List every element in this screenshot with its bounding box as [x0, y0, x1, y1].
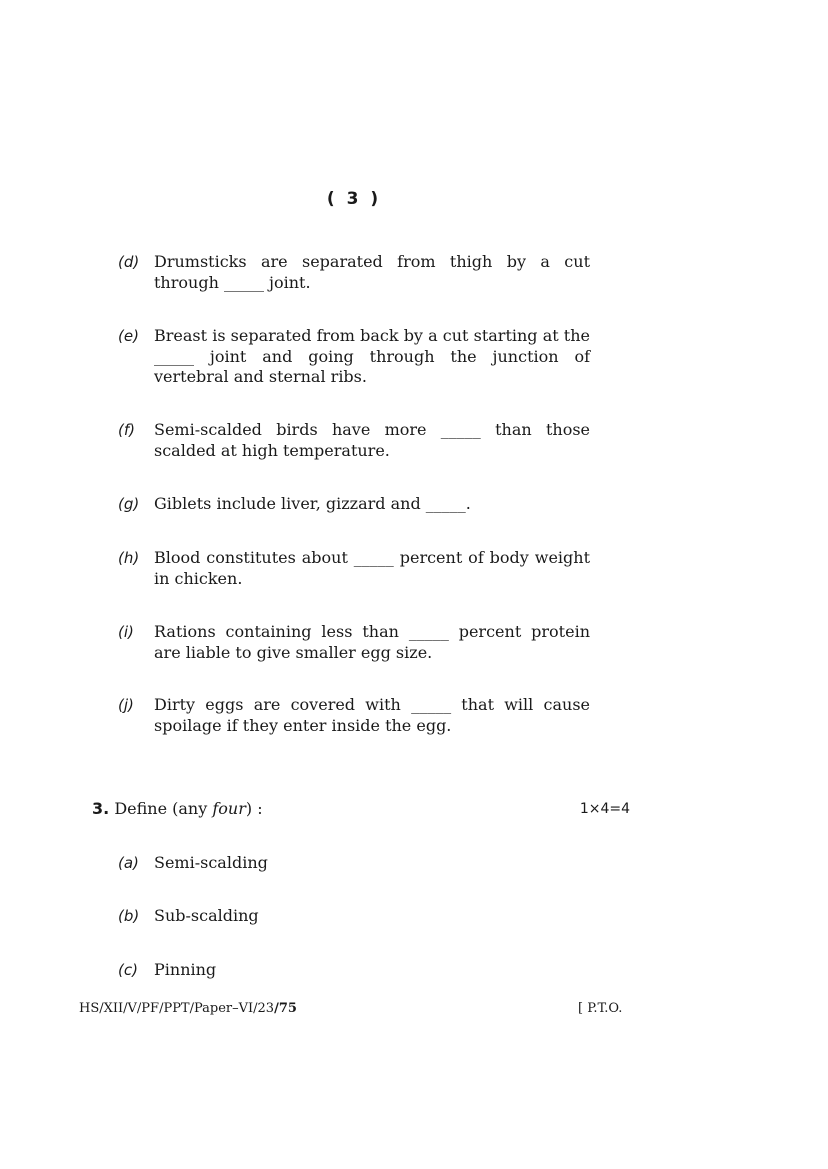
item-text: Rations containing less than _____ percent protein are liable to give smaller egg size. [154, 622, 590, 662]
list-item [118, 906, 590, 927]
item-text: Giblets include liver, gizzard and _____. [154, 494, 471, 513]
question-3-heading [92, 798, 630, 820]
item-label: (a) [118, 854, 139, 872]
item-label: (c) [118, 961, 138, 979]
item-label: (j) [118, 696, 134, 714]
page-number: ( 3 ) [326, 189, 382, 209]
list-item [118, 494, 590, 515]
item-label: (i) [118, 623, 134, 641]
footer-code-suffix: /75 [274, 1001, 297, 1016]
item-text: Pinning [154, 960, 217, 979]
question-text-after: ) : [245, 799, 263, 818]
list-item [118, 622, 590, 663]
item-text: Sub-scalding [154, 906, 259, 925]
item-label: (h) [118, 549, 140, 567]
item-text: Dirty eggs are covered with _____ that will cause spoilage if they enter inside the egg. [154, 695, 590, 735]
item-text: Drumsticks are separated from thigh by a cut through _____ joint. [154, 252, 590, 292]
question-text-before: Define (any [114, 799, 213, 818]
item-text: Semi-scalded birds have more _____ than those scalded at high temperature. [154, 420, 590, 460]
item-text: Blood constitutes about _____ percent of body weight in chicken. [154, 548, 590, 588]
question-number: 3. [92, 799, 110, 818]
question-marks: 1×4=4 [579, 801, 630, 817]
item-label: (b) [118, 907, 140, 925]
item-text: Breast is separated from back by a cut starting at the _____ joint and going through the junction of vertebral and sternal ribs. [154, 326, 590, 386]
item-label: (d) [118, 253, 140, 271]
item-text: Semi-scalding [154, 853, 268, 872]
list-item [118, 420, 590, 461]
footer-pto: [ P.T.O. [578, 1001, 623, 1016]
footer-code [79, 1001, 297, 1016]
list-item [118, 960, 590, 981]
list-item [118, 695, 590, 736]
list-item [118, 326, 590, 388]
item-label: (g) [118, 495, 140, 513]
item-label: (f) [118, 421, 135, 439]
item-label: (e) [118, 327, 139, 345]
question-text-italic: four [212, 799, 246, 818]
footer-code-text: HS/XII/V/PF/PPT/Paper–VI/23 [79, 1001, 275, 1016]
list-item [118, 252, 590, 293]
list-item [118, 853, 590, 874]
list-item [118, 548, 590, 589]
